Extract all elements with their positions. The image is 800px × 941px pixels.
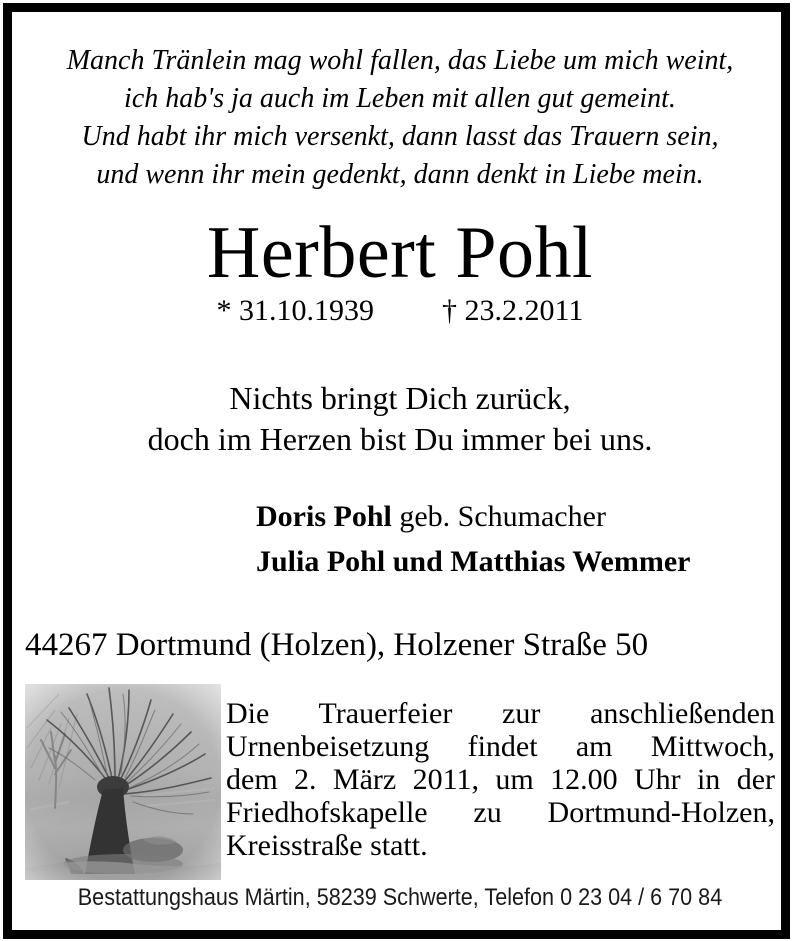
death-date: † 23.2.2011 <box>442 294 584 327</box>
funeral-line: dem 2. März 2011, um 12.00 Uhr in der <box>226 763 775 796</box>
mourner-name: Julia Pohl und Matthias Wemmer <box>256 545 691 578</box>
mourners-list <box>256 494 690 584</box>
memorial-poem <box>0 42 800 194</box>
life-dates <box>0 294 800 328</box>
poem-line: Und habt ihr mich versenkt, dann lasst das Trauern sein, <box>81 121 719 152</box>
verse-line: doch im Herzen bist Du immer bei uns. <box>147 421 653 457</box>
poem-line: und wenn ihr mein gedenkt, dann denkt in Liebe mein. <box>96 159 704 190</box>
willow-tree-photo <box>25 684 221 880</box>
deceased-name: Herbert Pohl <box>206 212 594 294</box>
address-line: 44267 Dortmund (Holzen), Holzener Straße 50 <box>25 627 649 663</box>
mourner-name: Doris Pohl <box>256 500 392 533</box>
poem-line: ich hab's ja auch im Leben mit allen gut gemeint. <box>124 83 676 114</box>
funeral-line: Urnenbeisetzung findet am Mittwoch, <box>226 730 775 763</box>
photo-fade-edge <box>25 684 221 880</box>
verse-line: Nichts bringt Dich zurück, <box>229 380 571 416</box>
funeral-home-footer: Bestattungshaus Märtin, 58239 Schwerte, Telefon 0 23 04 / 6 70 84 <box>77 884 723 911</box>
mourner-line <box>256 539 690 584</box>
funeral-line: Die Trauerfeier zur anschließenden <box>226 697 775 730</box>
poem-line: Manch Tränlein mag wohl fallen, das Liebe um mich weint, <box>66 45 734 76</box>
birth-date: * 31.10.1939 <box>216 294 375 327</box>
mourner-suffix: geb. Schumacher <box>391 500 606 533</box>
farewell-verse <box>0 378 800 460</box>
mourner-line <box>256 494 690 539</box>
funeral-announcement <box>226 697 775 862</box>
funeral-line: Kreisstraße statt. <box>226 829 428 862</box>
funeral-line: Friedhofskapelle zu Dortmund-Holzen, <box>226 796 775 829</box>
